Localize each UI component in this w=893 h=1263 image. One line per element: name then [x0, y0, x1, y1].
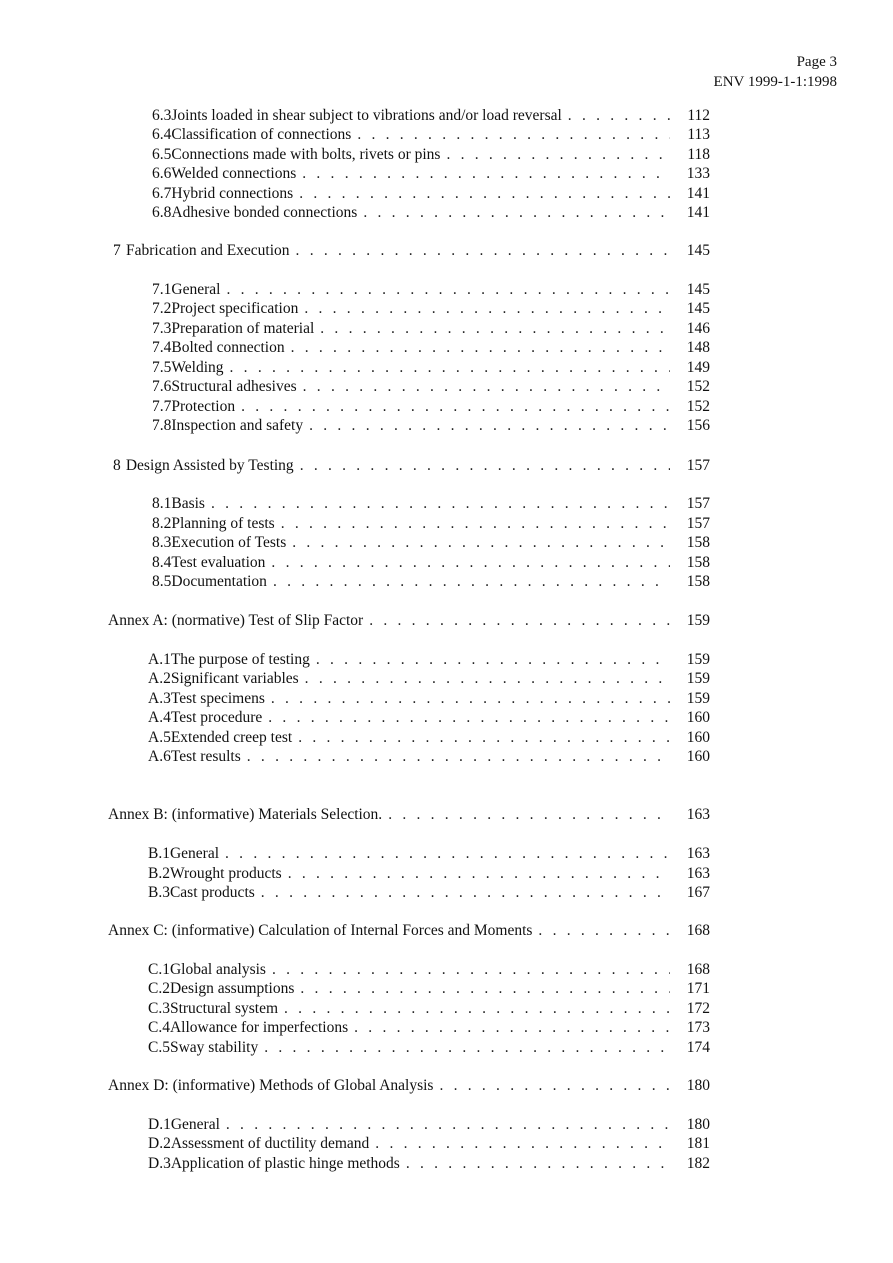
toc-page: 163 [686, 806, 710, 823]
toc-title: Annex A: (normative) Test of Slip Factor [108, 612, 364, 629]
leader-dots [309, 416, 670, 436]
toc-number: 6.6 [152, 165, 172, 182]
toc-title: Documentation [171, 573, 267, 590]
toc-entry-8-1[interactable] [152, 494, 710, 514]
toc-number: A.5 [148, 729, 171, 746]
leader-dots [271, 689, 670, 709]
toc-page: 173 [686, 1019, 710, 1036]
leader-dots [211, 494, 670, 514]
leader-dots [271, 553, 670, 573]
toc-entry-7-1[interactable] [152, 280, 710, 300]
leader-dots [302, 164, 670, 184]
toc-title: Annex D: (informative) Methods of Global Analysis [108, 1077, 434, 1094]
toc-title: General [169, 845, 220, 862]
toc-number: 7.4 [152, 339, 172, 356]
toc-page: 157 [686, 457, 710, 474]
leader-dots [281, 514, 670, 534]
leader-dots [375, 1134, 670, 1154]
toc-page: 145 [686, 242, 710, 259]
toc-entry-a-3[interactable] [148, 689, 710, 709]
leader-dots [406, 1154, 670, 1174]
toc-page: 167 [686, 884, 710, 901]
toc-entry-7-6[interactable] [152, 377, 710, 397]
toc-number: 6.7 [152, 185, 172, 202]
toc-entry-a-2[interactable] [148, 669, 710, 689]
toc-title: Sway stability [169, 1039, 259, 1056]
toc-number: 6.5 [152, 146, 172, 163]
toc-entry-d-3[interactable] [148, 1154, 710, 1174]
toc-page: 168 [686, 961, 710, 978]
toc-page: 149 [686, 359, 710, 376]
toc-page: 159 [686, 612, 710, 629]
toc-entry-c-4[interactable] [148, 1018, 710, 1038]
leader-dots [226, 280, 670, 300]
toc-number: 8.1 [152, 495, 172, 512]
toc-title: Connections made with bolts, rivets or pins [171, 146, 441, 163]
toc-page: 145 [686, 281, 710, 298]
toc-entry-7-4[interactable] [152, 338, 710, 358]
toc-page: 180 [686, 1077, 710, 1094]
toc-entry-a-1[interactable] [148, 650, 710, 670]
toc-page: 159 [686, 670, 710, 687]
toc-page: 141 [686, 185, 710, 202]
toc-page: 160 [686, 748, 710, 765]
toc-page: 171 [686, 980, 710, 997]
toc-page: 152 [686, 378, 710, 395]
leader-dots [288, 864, 670, 884]
toc-annex-c[interactable] [108, 921, 710, 941]
toc-number: 7.3 [152, 320, 172, 337]
toc-page: 163 [686, 865, 710, 882]
leader-dots [230, 358, 670, 378]
toc-chapter-7[interactable] [113, 241, 710, 261]
leader-dots [316, 650, 670, 670]
toc-entry-7-2[interactable] [152, 299, 710, 319]
toc-page: 160 [686, 709, 710, 726]
leader-dots [303, 377, 670, 397]
toc-entry-a-5[interactable] [148, 728, 710, 748]
toc-entry-c-5[interactable] [148, 1038, 710, 1058]
toc-number: 7.2 [152, 300, 172, 317]
toc-entry-a-4[interactable] [148, 708, 710, 728]
toc-title: Planning of tests [171, 515, 275, 532]
toc-title: Classification of connections [171, 126, 352, 143]
toc-page: 180 [686, 1116, 710, 1133]
toc-number: 8.4 [152, 554, 172, 571]
toc-title: Bolted connection [171, 339, 285, 356]
toc-entry-6-5[interactable] [152, 145, 710, 165]
toc-entry-c-2[interactable] [148, 979, 710, 999]
toc-page: 172 [686, 1000, 710, 1017]
toc-title: Fabrication and Execution [125, 242, 290, 259]
leader-dots [284, 999, 670, 1019]
toc-number: 6.4 [152, 126, 172, 143]
toc-entry-b-3[interactable] [148, 883, 710, 903]
leader-dots [369, 611, 670, 631]
document-id: ENV 1999-1-1:1998 [713, 74, 837, 90]
toc-page: 160 [686, 729, 710, 746]
toc-number: 7.1 [152, 281, 172, 298]
toc-title: General [170, 1116, 220, 1133]
toc-title: Welded connections [171, 165, 297, 182]
toc-number: 8 [113, 457, 121, 474]
toc-page: 133 [686, 165, 710, 182]
toc-title: Hybrid connections [171, 185, 294, 202]
toc-entry-6-4[interactable] [152, 125, 710, 145]
toc-entry-6-6[interactable] [152, 164, 710, 184]
page-number: Page 3 [796, 54, 837, 70]
toc-page: 163 [686, 845, 710, 862]
toc-entry-8-4[interactable] [152, 553, 710, 573]
toc-title: Design assumptions [169, 980, 295, 997]
toc-page: 182 [686, 1155, 710, 1172]
toc-title: Joints loaded in shear subject to vibrations and/or load reversal [171, 107, 562, 124]
toc-page: 168 [686, 922, 710, 939]
toc-title: Inspection and safety [171, 417, 304, 434]
toc-title: Test procedure [170, 709, 263, 726]
toc-title: Extended creep test [170, 729, 293, 746]
leader-dots [241, 397, 670, 417]
toc-page: 157 [686, 495, 710, 512]
leader-dots [247, 747, 670, 767]
toc-number: B.2 [148, 865, 170, 882]
leader-dots [268, 708, 670, 728]
leader-dots [305, 669, 670, 689]
toc-number: C.3 [148, 1000, 170, 1017]
toc-page: 145 [686, 300, 710, 317]
toc-page: 158 [686, 534, 710, 551]
toc-chapter-8[interactable] [113, 456, 710, 476]
toc-page: 159 [686, 690, 710, 707]
toc-page: 112 [687, 107, 710, 124]
toc-entry-7-3[interactable] [152, 319, 710, 339]
toc-number: 7.6 [152, 378, 172, 395]
toc-title: Basis [171, 495, 205, 512]
toc-page: 158 [686, 554, 710, 571]
toc-entry-8-2[interactable] [152, 514, 710, 534]
toc-page: 181 [686, 1135, 710, 1152]
toc-number: C.4 [148, 1019, 170, 1036]
leader-dots [363, 203, 670, 223]
toc-entry-6-7[interactable] [152, 184, 710, 204]
toc-title: Preparation of material [171, 320, 315, 337]
toc-entry-7-8[interactable] [152, 416, 710, 436]
toc-entry-8-3[interactable] [152, 533, 710, 553]
toc-number: D.3 [148, 1155, 171, 1172]
leader-dots [568, 106, 670, 126]
toc-number: 8.5 [152, 573, 172, 590]
toc-entry-d-1[interactable] [148, 1115, 710, 1135]
toc-title: Allowance for imperfections [169, 1019, 349, 1036]
toc-number: 7.5 [152, 359, 172, 376]
toc-title: Annex C: (informative) Calculation of Internal Forces and Moments [108, 922, 533, 939]
toc-entry-7-5[interactable] [152, 358, 710, 378]
toc-number: C.1 [148, 961, 170, 978]
toc-page: 113 [687, 126, 710, 143]
toc-number: 8.3 [152, 534, 172, 551]
toc-page: 157 [686, 515, 710, 532]
leader-dots [300, 456, 670, 476]
toc-number: 7.8 [152, 417, 172, 434]
toc-entry-b-2[interactable] [148, 864, 710, 884]
toc-title: Significant variables [170, 670, 299, 687]
leader-dots [354, 1018, 670, 1038]
toc-number: C.2 [148, 980, 170, 997]
toc-annex-b[interactable] [108, 805, 710, 825]
toc-number: D.1 [148, 1116, 171, 1133]
toc-title: Test results [170, 748, 241, 765]
toc-page: 174 [686, 1039, 710, 1056]
toc-number: 7 [113, 242, 121, 259]
toc-title: Project specification [171, 300, 299, 317]
toc-title: Test evaluation [171, 554, 266, 571]
toc-number: A.4 [148, 709, 171, 726]
toc-page: 118 [687, 146, 710, 163]
toc-title: Design Assisted by Testing [125, 457, 294, 474]
toc-entry-c-1[interactable] [148, 960, 710, 980]
toc-entry-a-6[interactable] [148, 747, 710, 767]
toc-title: Application of plastic hinge methods [170, 1155, 400, 1172]
toc-title: Wrought products [169, 865, 282, 882]
toc-number: A.2 [148, 670, 171, 687]
toc-number: 8.2 [152, 515, 172, 532]
leader-dots [299, 184, 670, 204]
toc-title: General [171, 281, 221, 298]
toc-number: 6.3 [152, 107, 172, 124]
toc-page: 158 [686, 573, 710, 590]
toc-number: 6.8 [152, 204, 172, 221]
leader-dots [439, 1076, 670, 1096]
toc-annex-a[interactable] [108, 611, 710, 631]
toc-title: Welding [171, 359, 224, 376]
toc-number: A.1 [148, 651, 171, 668]
toc-title: Annex B: (informative) Materials Selection. [108, 806, 383, 823]
toc-entry-6-8[interactable] [152, 203, 710, 223]
toc-number: B.1 [148, 845, 170, 862]
toc-page: 152 [686, 398, 710, 415]
toc-number: A.3 [148, 690, 171, 707]
toc-annex-d[interactable] [108, 1076, 710, 1096]
toc-title: The purpose of testing [170, 651, 310, 668]
toc-entry-b-1[interactable] [148, 844, 710, 864]
toc-page: 148 [686, 339, 710, 356]
toc-number: B.3 [148, 884, 170, 901]
leader-dots [300, 979, 670, 999]
toc-page: 156 [686, 417, 710, 434]
toc-entry-d-2[interactable] [148, 1134, 710, 1154]
toc-title: Global analysis [169, 961, 266, 978]
leader-dots [296, 241, 670, 261]
toc-number: A.6 [148, 748, 171, 765]
leader-dots [272, 960, 670, 980]
toc-title: Structural adhesives [171, 378, 297, 395]
toc-number: D.2 [148, 1135, 171, 1152]
leader-dots [357, 125, 670, 145]
leader-dots [225, 844, 670, 864]
toc-entry-8-5[interactable] [152, 572, 710, 592]
toc-title: Test specimens [170, 690, 265, 707]
leader-dots [291, 338, 670, 358]
toc-entry-6-3[interactable] [152, 106, 710, 126]
toc-page: 141 [686, 204, 710, 221]
leader-dots [320, 319, 670, 339]
leader-dots [264, 1038, 670, 1058]
toc-number: 7.7 [152, 398, 172, 415]
toc-title: Adhesive bonded connections [171, 204, 358, 221]
leader-dots [298, 728, 670, 748]
leader-dots [388, 805, 670, 825]
leader-dots [292, 533, 670, 553]
toc-page: 159 [686, 651, 710, 668]
toc-title: Cast products [169, 884, 255, 901]
leader-dots [261, 883, 670, 903]
toc-title: Execution of Tests [171, 534, 287, 551]
leader-dots [273, 572, 670, 592]
toc-number: C.5 [148, 1039, 170, 1056]
leader-dots [446, 145, 670, 165]
toc-title: Structural system [169, 1000, 279, 1017]
leader-dots [538, 921, 670, 941]
toc-entry-c-3[interactable] [148, 999, 710, 1019]
leader-dots [304, 299, 670, 319]
toc-title: Assessment of ductility demand [170, 1135, 370, 1152]
toc-page: 146 [686, 320, 710, 337]
toc-entry-7-7[interactable] [152, 397, 710, 417]
leader-dots [226, 1115, 670, 1135]
toc-title: Protection [171, 398, 236, 415]
